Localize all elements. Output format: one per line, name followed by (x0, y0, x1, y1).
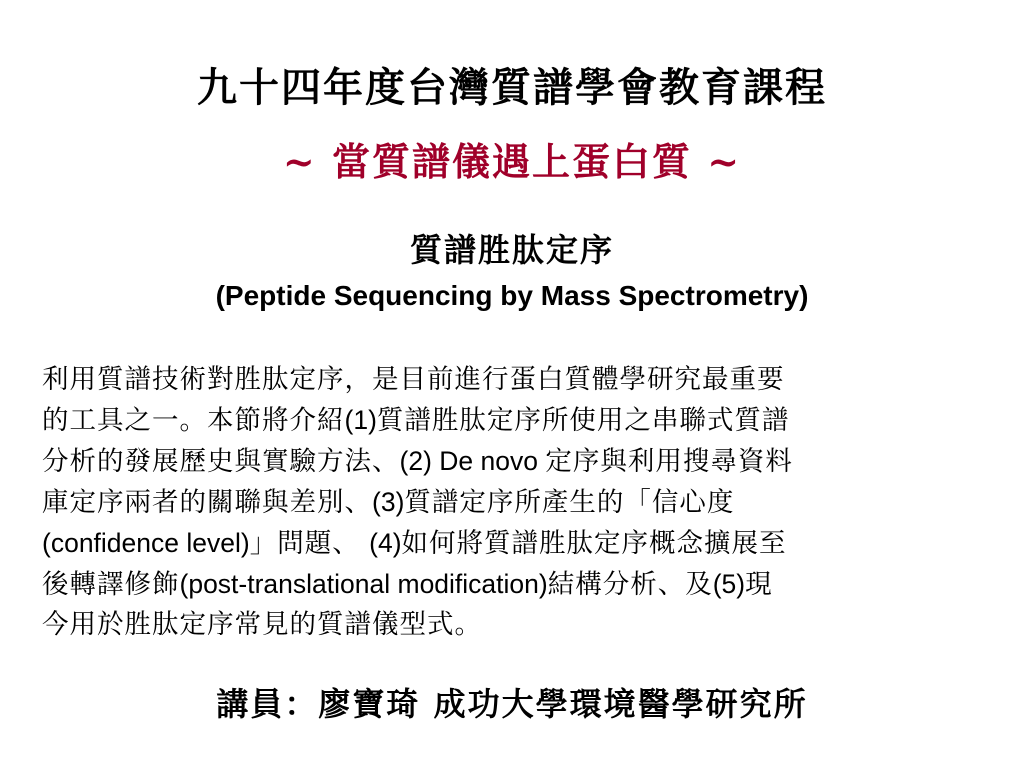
abstract-text-segment: (4) (369, 528, 402, 558)
abstract-text-segment: (post-translational modification) (179, 569, 548, 599)
abstract-paragraph (42, 360, 986, 645)
abstract-line (42, 564, 986, 605)
abstract-text-segment: 結構分析、及 (547, 569, 713, 600)
abstract-text-segment: 」問題、 (249, 528, 370, 559)
abstract-text-segment: 庫定序兩者的關聯與差別、 (42, 487, 372, 518)
abstract-text-segment: 的工具之一。本節將介紹 (42, 405, 345, 436)
abstract-text-segment: 質譜定序所產生的「信心度 (404, 487, 735, 518)
abstract-text-segment: (3) (372, 487, 405, 517)
topic-title-english: (Peptide Sequencing by Mass Spectrometry) (215, 280, 809, 311)
topic-title-chinese: 質譜胜肽定序 (409, 231, 614, 269)
abstract-line (42, 523, 986, 564)
abstract-text-segment: 利用質譜技術對胜肽定序，是目前進行蛋白質體學研究最重要 (42, 364, 785, 395)
abstract-text-segment: 今用於胜肽定序常見的質譜儀型式。 (42, 609, 482, 640)
speaker-info: 講員：廖寶琦 成功大學環境醫學研究所 (216, 685, 808, 723)
abstract-text-segment: 分析的發展歷史與實驗方法、 (42, 446, 400, 477)
abstract-text-segment: 後轉譯修飾 (42, 569, 180, 600)
course-subtitle: ~ 當質譜儀遇上蛋白質 ~ (282, 139, 742, 184)
abstract-text-segment: (2) De novo (399, 446, 546, 476)
abstract-line (42, 400, 986, 441)
abstract-line (42, 360, 986, 400)
course-title: 九十四年度台灣質譜學會教育課程 (197, 64, 827, 111)
abstract-text-segment: (1) (344, 405, 377, 435)
abstract-text-segment: (5) (712, 569, 746, 599)
abstract-text-segment: 質譜胜肽定序所使用之串聯式質譜 (376, 405, 790, 436)
abstract-line (42, 605, 986, 645)
abstract-text-segment: 現 (745, 569, 773, 600)
abstract-text-segment: 如何將質譜胜肽定序概念擴展至 (401, 528, 787, 559)
abstract-line (42, 482, 986, 523)
abstract-text-segment: 定序與利用搜尋資料 (545, 446, 793, 477)
abstract-line (42, 441, 986, 482)
abstract-text-segment: (confidence level) (42, 528, 250, 558)
